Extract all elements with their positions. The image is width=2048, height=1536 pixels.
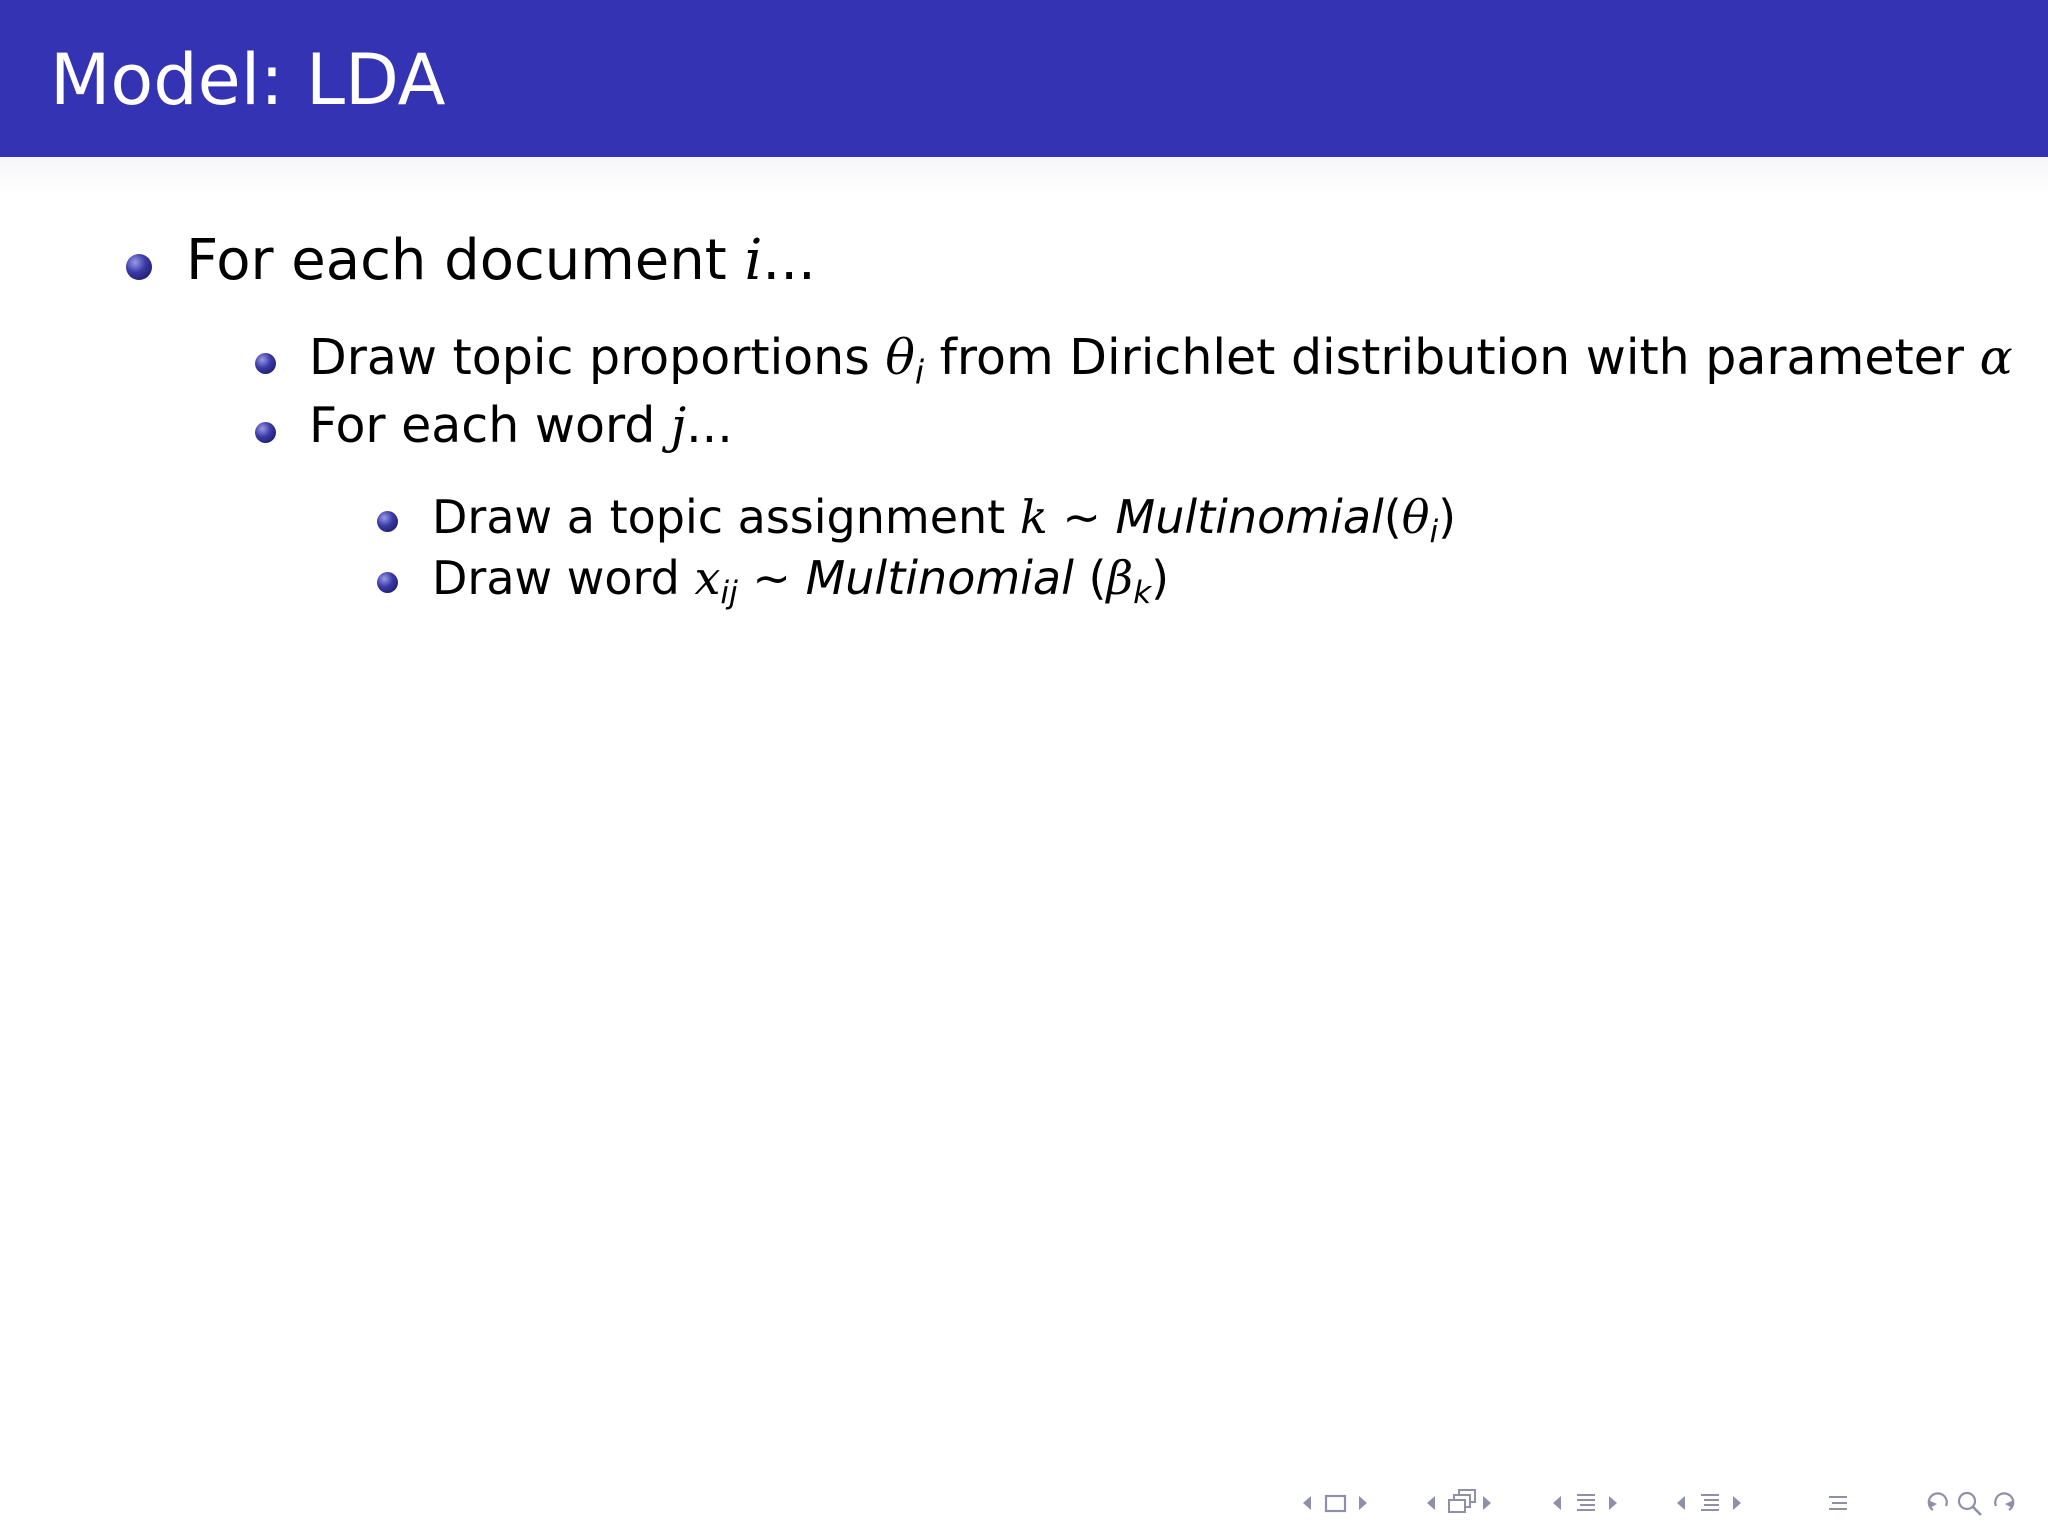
bullet-level-2 <box>255 353 276 374</box>
right-arrow-icon[interactable] <box>1730 1488 1744 1522</box>
item-text: Draw a topic assignment <box>432 490 1020 544</box>
right-arrow-icon[interactable] <box>1480 1488 1494 1522</box>
left-arrow-icon[interactable] <box>1674 1488 1688 1522</box>
section-icon[interactable] <box>1570 1488 1602 1522</box>
redo-icon[interactable] <box>1988 1488 2020 1522</box>
navigation-bar <box>1300 1488 2040 1522</box>
item-each-word <box>309 397 733 455</box>
tilde-symbol: ∼ <box>737 551 806 605</box>
math-variable-k: k <box>1019 490 1048 544</box>
slide-title: Model: LDA <box>50 39 446 121</box>
stack-icon[interactable] <box>1444 1488 1480 1522</box>
bullet-level-3 <box>377 572 398 593</box>
math-beta: β <box>1106 551 1134 605</box>
multinomial-label: Multinomial <box>1115 490 1384 544</box>
outline-icon[interactable] <box>1822 1488 1854 1522</box>
close-paren: ) <box>1438 490 1457 544</box>
item-text: For each document <box>186 228 745 293</box>
title-bar <box>0 0 2048 157</box>
tilde-symbol: ∼ <box>1047 490 1116 544</box>
close-paren: ) <box>1151 551 1170 605</box>
math-beta-subscript: k <box>1133 574 1152 611</box>
math-alpha: α <box>1979 329 2013 386</box>
bullet-level-3 <box>377 511 398 532</box>
ellipsis: ... <box>686 397 733 454</box>
item-draw-topic-proportions <box>309 329 2013 401</box>
undo-icon[interactable] <box>1922 1488 1954 1522</box>
title-shadow-band <box>0 157 2048 195</box>
multinomial-label: Multinomial <box>805 551 1074 605</box>
math-theta: θ <box>885 329 915 386</box>
left-arrow-icon[interactable] <box>1424 1488 1438 1522</box>
item-draw-topic-assignment <box>432 490 1456 559</box>
math-variable-j: j <box>670 397 687 454</box>
frame-icon[interactable] <box>1320 1488 1352 1522</box>
math-theta-subscript: i <box>1429 513 1439 550</box>
item-draw-word <box>432 551 1169 620</box>
item-text: For each word <box>309 397 671 454</box>
math-x-subscript: ij <box>720 574 738 611</box>
ellipsis: ... <box>762 228 816 293</box>
math-variable-x: x <box>694 551 721 605</box>
open-paren: ( <box>1383 490 1402 544</box>
item-text-continued: from Dirichlet distribution with parameter <box>924 329 1980 386</box>
left-arrow-icon[interactable] <box>1300 1488 1314 1522</box>
right-arrow-icon[interactable] <box>1356 1488 1370 1522</box>
item-text: Draw word <box>432 551 695 605</box>
open-paren: ( <box>1073 551 1107 605</box>
right-arrow-icon[interactable] <box>1606 1488 1620 1522</box>
item-each-document <box>186 229 816 293</box>
item-text: Draw topic proportions <box>309 329 886 386</box>
math-theta-subscript: i <box>914 352 925 392</box>
bullet-level-1 <box>126 254 152 280</box>
search-icon[interactable] <box>1954 1488 1986 1522</box>
math-theta: θ <box>1401 490 1430 544</box>
bullet-level-2 <box>255 422 276 443</box>
subsection-icon[interactable] <box>1694 1488 1726 1522</box>
math-variable-i: i <box>744 228 763 293</box>
left-arrow-icon[interactable] <box>1550 1488 1564 1522</box>
